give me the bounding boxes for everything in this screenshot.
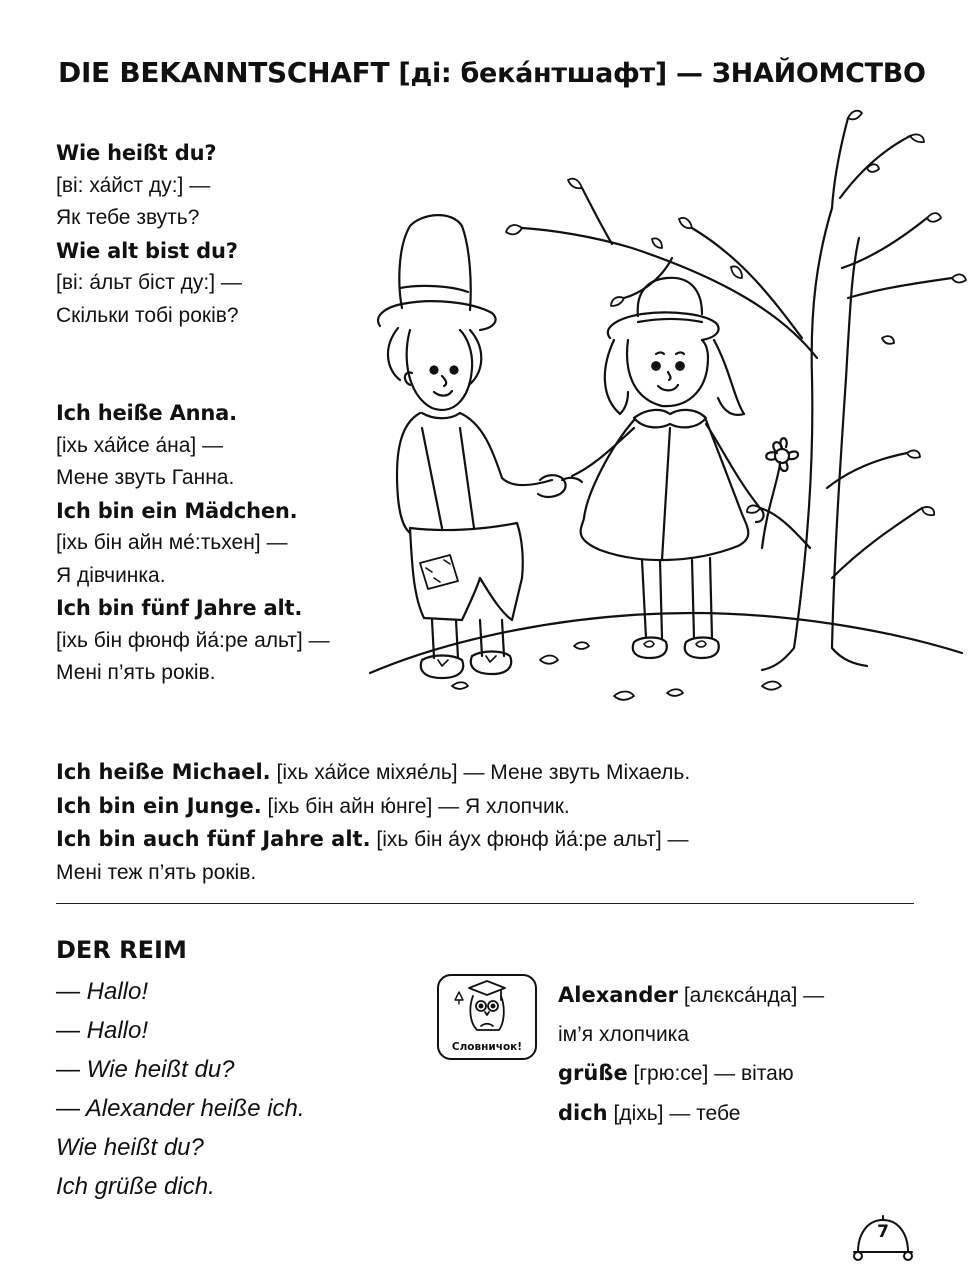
page-title: [58, 56, 926, 89]
phrase-translation: Скільки тобі років?: [56, 303, 239, 327]
questions-block: [56, 137, 242, 332]
rhyme-line: — Hallo!: [56, 978, 149, 1005]
dictionary-definition: [грю:се] — вітаю: [627, 1062, 794, 1085]
rhyme-line: — Alexander heiße ich.: [56, 1095, 305, 1122]
rhyme-text: [56, 972, 305, 1206]
children-handshake-under-tree-illustration: [362, 108, 967, 720]
dictionary-badge-label: Словничок!: [451, 1041, 523, 1053]
rhyme-line: Ich grüße dich.: [56, 1173, 215, 1200]
page-number: 7: [877, 1222, 889, 1242]
title-ukrainian: ЗНАЙОМСТВО: [711, 58, 926, 89]
phrase-translation: Як тебе звуть?: [56, 206, 200, 229]
rhyme-line: — Hallo!: [56, 1017, 149, 1044]
dictionary-definition: [діхь] — тебе: [607, 1101, 741, 1125]
rhyme-line: — Wie heißt du?: [56, 1056, 235, 1083]
phrase-german: Ich bin fünf Jahre alt.: [56, 596, 303, 620]
phrase-translation: Мені п’ять років.: [56, 661, 216, 684]
page-number-badge: [848, 1212, 918, 1264]
dictionary-entry: [558, 976, 824, 1016]
dictionary-entry: [558, 1054, 824, 1094]
phrase-transcription: [іхь ха́йсе а́на] —: [56, 433, 224, 457]
dictionary-entry: [558, 1094, 824, 1134]
phrase-transcription: [ві: ха́йст ду:] —: [56, 173, 211, 197]
phrase-german: Ich bin ein Junge.: [56, 793, 262, 818]
phrase-german: Ich bin auch fünf Jahre alt.: [56, 827, 371, 851]
dictionary-definition: ім’я хлопчика: [558, 1022, 690, 1046]
phrase-german: Wie alt bist du?: [56, 238, 238, 263]
rhyme-line: Wie heißt du?: [56, 1134, 204, 1161]
michael-line: [56, 790, 690, 824]
phrase-transcription: [іхь бін фюнф йа́:ре альт] —: [56, 628, 330, 652]
phrase-translation: [іхь бін а́ух фюнф йа́:ре альт] —: [370, 828, 689, 851]
rhyme-title: DER REIM: [56, 936, 187, 964]
phrase-german: Wie heißt du?: [56, 141, 217, 165]
phrase-translation: Мене звуть Ганна.: [56, 466, 235, 489]
phrase-transcription: [ві: а́льт біст ду:] —: [56, 271, 242, 294]
dictionary-definition: [алєкса́нда] —: [678, 984, 825, 1007]
michael-line: [56, 756, 690, 790]
dictionary-word: grüße: [558, 1061, 628, 1085]
dictionary-word: Alexander: [558, 983, 678, 1007]
anna-block: [56, 397, 330, 690]
phrase-german: Ich heiße Michael.: [56, 760, 271, 784]
dictionary-entries: [558, 976, 824, 1133]
phrase-translation: Я дівчинка.: [56, 563, 166, 587]
phrase-translation: Мені теж п’ять років.: [56, 860, 257, 884]
title-dash: —: [666, 58, 712, 89]
michael-line: [56, 823, 690, 857]
dictionary-word: dich: [558, 1100, 608, 1125]
title-transcription: [ді: бека́нтшафт]: [398, 58, 667, 89]
phrase-translation: [іхь бін айн ю́нге] — Я хлопчик.: [261, 794, 570, 818]
dictionary-entry: [558, 1016, 824, 1055]
michael-block: [56, 756, 690, 889]
section-divider: [56, 903, 914, 904]
phrase-german: Ich bin ein Mädchen.: [56, 498, 298, 523]
dictionary-badge: [437, 974, 537, 1060]
phrase-transcription: [іхь бін айн ме́:тьхен] —: [56, 531, 288, 554]
title-german: DIE BEKANNTSCHAFT: [58, 56, 390, 89]
phrase-german: Ich heiße Anna.: [56, 401, 237, 425]
owl-scholar-icon: [439, 976, 531, 1038]
phrase-translation: [іхь ха́йсе міхяе́ль] — Мене звуть Міхаель.: [270, 761, 691, 784]
